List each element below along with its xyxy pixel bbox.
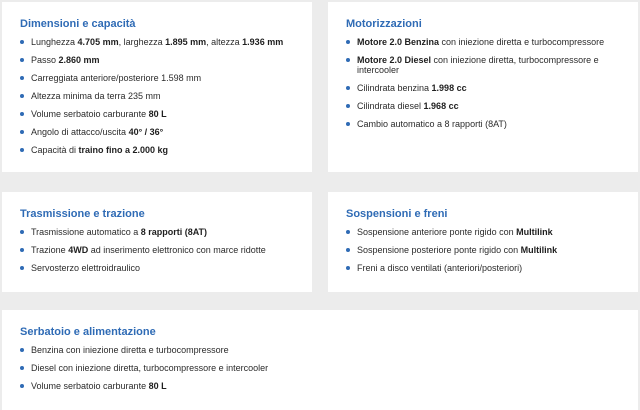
spec-item bbox=[346, 37, 622, 47]
spec-value-bold: Motore 2.0 Diesel bbox=[357, 55, 432, 65]
spec-text: Lunghezza bbox=[31, 37, 78, 47]
spec-value-bold: 80 L bbox=[148, 381, 167, 391]
bullet-icon bbox=[20, 266, 24, 270]
spec-list bbox=[20, 345, 622, 391]
card-fuel bbox=[2, 310, 638, 410]
spec-item bbox=[20, 345, 622, 355]
card-dimensions bbox=[2, 2, 312, 172]
bullet-icon bbox=[20, 384, 24, 388]
spec-value-bold: 4.705 mm bbox=[77, 37, 119, 47]
spec-list bbox=[346, 227, 622, 273]
bullet-icon bbox=[346, 104, 350, 108]
bullet-icon bbox=[20, 112, 24, 116]
spec-text: Carreggiata anteriore/posteriore 1.598 mm bbox=[31, 73, 202, 83]
bullet-icon bbox=[20, 148, 24, 152]
bullet-icon bbox=[346, 266, 350, 270]
spec-value-bold: 40° / 36° bbox=[128, 127, 164, 137]
spec-item bbox=[20, 363, 622, 373]
bullet-icon bbox=[346, 122, 350, 126]
bullet-icon bbox=[20, 230, 24, 234]
spec-text: Angolo di attacco/uscita bbox=[31, 127, 129, 137]
card-engines bbox=[328, 2, 638, 172]
spec-value-bold: Multilink bbox=[516, 227, 553, 237]
bullet-icon bbox=[20, 366, 24, 370]
card-title: Trasmissione e trazione bbox=[20, 208, 145, 220]
spec-item bbox=[20, 127, 296, 137]
spec-item bbox=[346, 119, 622, 129]
spec-item bbox=[346, 263, 622, 273]
bullet-icon bbox=[346, 86, 350, 90]
spec-text: Diesel con iniezione diretta, turbocompressore e intercooler bbox=[31, 363, 269, 373]
spec-item bbox=[20, 227, 296, 237]
card-transmission bbox=[2, 192, 312, 292]
spec-text: , altezza bbox=[206, 37, 243, 47]
bullet-icon bbox=[346, 230, 350, 234]
bullet-icon bbox=[20, 40, 24, 44]
spec-text: Trazione bbox=[31, 245, 69, 255]
spec-text: Capacità di bbox=[31, 145, 79, 155]
spec-text: Sospensione anteriore ponte rigido con bbox=[357, 227, 517, 237]
spec-value-bold: 1.895 mm bbox=[165, 37, 207, 47]
spec-text: Freni a disco ventilati (anteriori/posteriori) bbox=[357, 263, 523, 273]
spec-item bbox=[20, 73, 296, 83]
spec-item bbox=[20, 109, 296, 119]
spec-item bbox=[346, 227, 622, 237]
bullet-icon bbox=[20, 94, 24, 98]
bullet-icon bbox=[20, 130, 24, 134]
spec-value-bold: Motore 2.0 Benzina bbox=[357, 37, 440, 47]
spec-value-bold: 2.860 mm bbox=[58, 55, 100, 65]
spec-item bbox=[20, 145, 296, 155]
spec-text: con iniezione diretta, turbocompressore e intercooler bbox=[357, 55, 599, 75]
spec-value-bold: 80 L bbox=[148, 109, 167, 119]
spec-list bbox=[20, 227, 296, 273]
spec-value-bold: 1.968 cc bbox=[423, 101, 459, 111]
spec-value-bold: 4WD bbox=[68, 245, 89, 255]
bullet-icon bbox=[346, 40, 350, 44]
spec-value-bold: 1.998 cc bbox=[431, 83, 467, 93]
spec-value-bold: Multilink bbox=[520, 245, 558, 255]
bullet-icon bbox=[346, 58, 350, 62]
spec-item bbox=[20, 91, 296, 101]
spec-item bbox=[346, 245, 622, 255]
spec-value-bold: 1.936 mm bbox=[242, 37, 284, 47]
spec-value-bold: 8 rapporti (8AT) bbox=[140, 227, 208, 237]
spec-item bbox=[20, 37, 296, 47]
spec-item bbox=[20, 245, 296, 255]
spec-text: con iniezione diretta e turbocompressore bbox=[439, 37, 605, 47]
spec-item bbox=[20, 55, 296, 65]
spec-text: Passo bbox=[31, 55, 59, 65]
spec-text: , larghezza bbox=[118, 37, 166, 47]
card-title: Dimensioni e capacità bbox=[20, 18, 136, 30]
bullet-icon bbox=[20, 76, 24, 80]
spec-list bbox=[346, 37, 622, 129]
bullet-icon bbox=[346, 248, 350, 252]
spec-text: Volume serbatoio carburante bbox=[31, 381, 149, 391]
spec-text: Altezza minima da terra 235 mm bbox=[31, 91, 161, 101]
card-title: Serbatoio e alimentazione bbox=[20, 326, 156, 338]
bullet-icon bbox=[20, 348, 24, 352]
spec-item bbox=[346, 101, 622, 111]
bullet-icon bbox=[20, 58, 24, 62]
spec-text: Cilindrata diesel bbox=[357, 101, 424, 111]
spec-item bbox=[346, 55, 622, 75]
spec-item bbox=[346, 83, 622, 93]
spec-item bbox=[20, 263, 296, 273]
spec-text: ad inserimento elettronico con marce ridotte bbox=[88, 245, 266, 255]
spec-value-bold: traino fino a 2.000 kg bbox=[78, 145, 169, 155]
spec-text: Benzina con iniezione diretta e turbocompressore bbox=[31, 345, 229, 355]
card-suspension bbox=[328, 192, 638, 292]
spec-list bbox=[20, 37, 296, 155]
spec-item bbox=[20, 381, 622, 391]
card-title: Sospensioni e freni bbox=[346, 208, 448, 220]
spec-text: Sospensione posteriore ponte rigido con bbox=[357, 245, 521, 255]
spec-text: Cambio automatico a 8 rapporti (8AT) bbox=[357, 119, 507, 129]
spec-text: Servosterzo elettroidraulico bbox=[31, 263, 141, 273]
spec-text: Volume serbatoio carburante bbox=[31, 109, 149, 119]
bullet-icon bbox=[20, 248, 24, 252]
spec-text: Cilindrata benzina bbox=[357, 83, 432, 93]
spec-text: Trasmissione automatico a bbox=[31, 227, 141, 237]
card-title: Motorizzazioni bbox=[346, 18, 422, 30]
